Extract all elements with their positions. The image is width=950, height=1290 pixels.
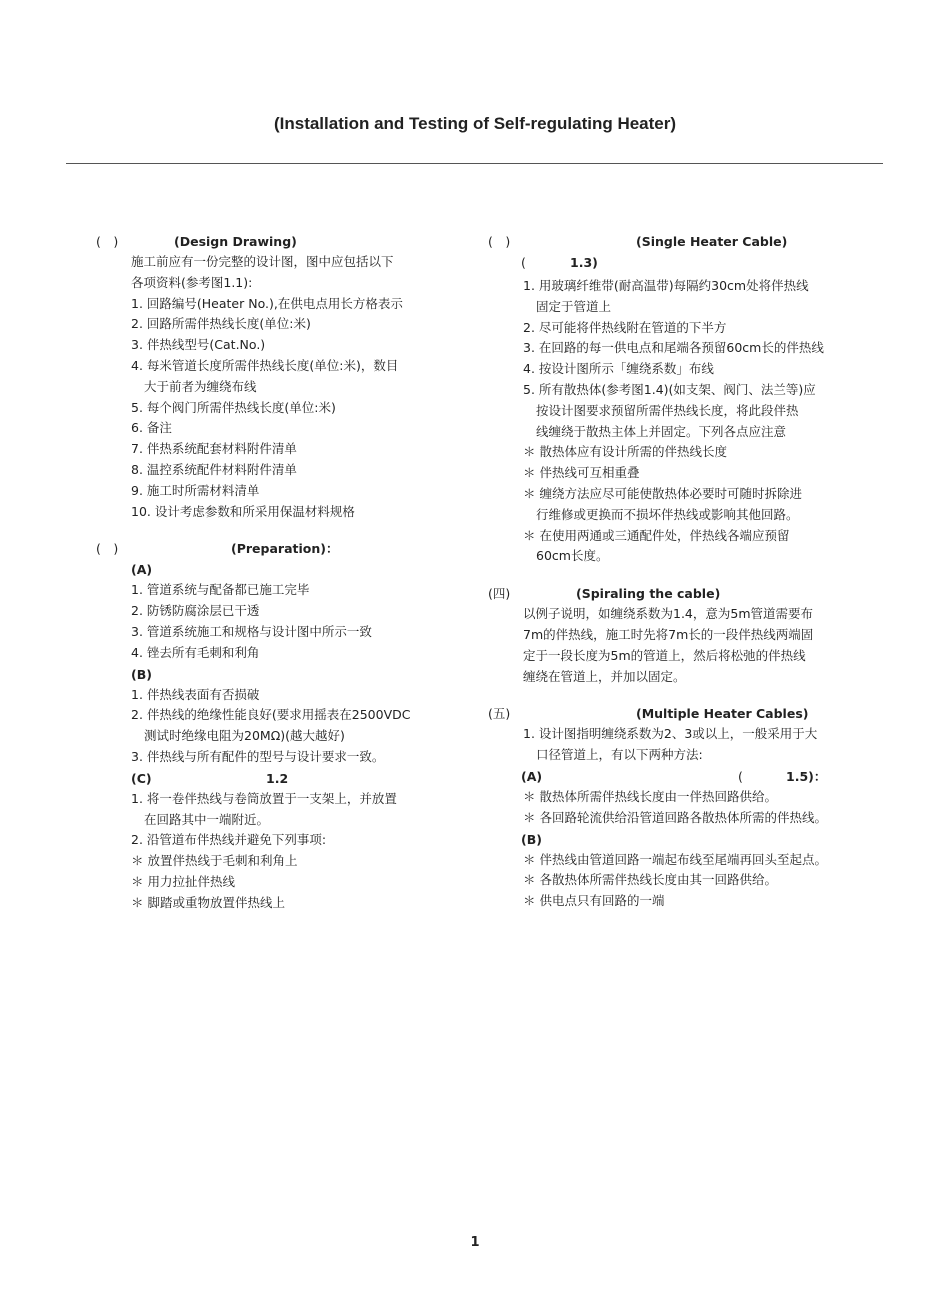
- section-title: (Preparation)：: [231, 541, 339, 557]
- list-item-continuation: 测试时绝缘电阻为20MΩ)(越大越好): [144, 728, 345, 744]
- list-item: 8. 温控系统配件材料附件清单: [131, 461, 297, 477]
- bullet-item: ＊ 伴热线可互相重叠: [523, 465, 640, 481]
- section-heading: [96, 539, 446, 559]
- section-title: (Design Drawing): [174, 234, 297, 249]
- list-item: 3. 管道系统施工和规格与设计图中所示一致: [131, 623, 372, 639]
- subsection-label: (A): [131, 562, 153, 578]
- list-item-continuation: 大于前者为缠绕布线: [144, 378, 257, 394]
- bullet-item-continuation: 行维修或更换而不损坏伴热线或影响其他回路。: [536, 506, 799, 522]
- bullet-item: ＊ 供电点只有回路的一端: [523, 893, 665, 909]
- list-item: 3. 伴热线与所有配件的型号与设计要求一致。: [131, 748, 385, 764]
- bullet-item: ＊ 脚踏或重物放置伴热线上: [131, 894, 285, 910]
- list-item: 1. 管道系统与配备都已施工完毕: [131, 582, 310, 598]
- subsection-label: (C): [131, 770, 152, 786]
- section-title: (Single Heater Cable): [636, 234, 788, 249]
- figure-reference: 1.2: [266, 770, 289, 786]
- figure-reference-open: (: [738, 768, 743, 784]
- section-design-drawing: [96, 232, 446, 522]
- section-body: [523, 724, 858, 912]
- figure-reference: 1.3): [570, 255, 598, 270]
- list-item: 4. 锉去所有毛刺和利角: [131, 644, 260, 660]
- subsection-label: (A): [521, 768, 543, 784]
- text-line: 以例子说明，如缠绕系数为1.4，意为5m管道需要布: [523, 606, 814, 622]
- section-body: [523, 604, 858, 687]
- section-title: (Multiple Heater Cables): [636, 706, 809, 722]
- list-item: 5. 所有散热体(参考图1.4)(如支架、阀门、法兰等)应: [523, 381, 816, 397]
- text-line: 缠绕在管道上，并加以固定。: [523, 668, 686, 684]
- section-heading: [488, 584, 858, 604]
- section-heading: [488, 232, 858, 252]
- section-number: (五): [488, 706, 511, 722]
- list-item: 10. 设计考虑参数和所采用保温材料规格: [131, 503, 355, 519]
- list-item: 2. 伴热线的绝缘性能良好(要求用摇表在2500VDC: [131, 707, 411, 723]
- section-preparation: [96, 539, 446, 913]
- bullet-item: ＊ 缠绕方法应尽可能使散热体必要时可随时拆除进: [523, 485, 802, 501]
- list-item: 1. 回路编号(Heater No.),在供电点用长方格表示: [131, 295, 403, 311]
- header-divider: [66, 163, 883, 164]
- list-item: 1. 设计图指明缠绕系数为2、3或以上，一般采用于大: [523, 726, 818, 742]
- section-spiraling-the-cable: [488, 584, 858, 687]
- list-item-continuation: 线缠绕于散热主体上并固定。下列各点应注意: [536, 423, 787, 439]
- list-item: 1. 伴热线表面有否损破: [131, 686, 260, 702]
- bullet-item-continuation: 60cm长度。: [536, 548, 609, 564]
- figure-reference-open: (: [521, 255, 526, 270]
- right-column: [488, 232, 858, 929]
- figure-reference-line: [521, 252, 858, 276]
- list-item-continuation: 在回路其中一端附近。: [144, 811, 270, 827]
- bullet-item: ＊ 散热体所需伴热线长度由一伴热回路供给。: [523, 788, 777, 804]
- bullet-item: ＊ 在使用两通或三通配件处，伴热线各端应预留: [523, 527, 790, 543]
- page-title: (Installation and Testing of Self-regulating Heater): [273, 114, 677, 133]
- text-line: 各项资料(参考图1.1):: [131, 274, 253, 290]
- list-item-continuation: 按设计图要求预留所需伴热线长度，将此段伴热: [536, 402, 799, 418]
- section-single-heater-cable: [488, 232, 858, 567]
- text-line: 施工前应有一份完整的设计图，图中应包括以下: [131, 254, 394, 269]
- subsection-heading: [131, 768, 446, 789]
- list-item: 3. 在回路的每一供电点和尾端各预留60cm长的伴热线: [523, 340, 824, 356]
- section-body: [523, 276, 858, 567]
- section-heading: [96, 232, 446, 252]
- bullet-item: ＊ 各回路轮流供给沿管道回路各散热体所需的伴热线。: [523, 809, 827, 825]
- bullet-item: ＊ 伴热线由管道回路一端起布线至尾端再回头至起点。: [523, 851, 827, 867]
- bullet-item: ＊ 散热体应有设计所需的伴热线长度: [523, 444, 727, 460]
- bullet-item: ＊ 放置伴热线于毛刺和利角上: [131, 853, 298, 869]
- section-number: ( ): [96, 234, 119, 249]
- list-item: 5. 每个阀门所需伴热线长度(单位:米): [131, 399, 336, 415]
- subsection-heading: [521, 766, 858, 787]
- section-multiple-heater-cables: [488, 704, 858, 912]
- section-number: (四): [488, 586, 511, 602]
- list-item: 6. 备注: [131, 420, 172, 436]
- section-body: [131, 559, 446, 913]
- list-item: 4. 按设计图所示「缠绕系数」布线: [523, 361, 714, 377]
- bullet-item: ＊ 用力拉扯伴热线: [131, 873, 235, 889]
- subsection-label: (B): [521, 831, 542, 847]
- section-heading: [488, 704, 858, 724]
- section-body: [131, 252, 446, 522]
- subsection-label: (B): [131, 666, 152, 682]
- list-item: 2. 防锈防腐涂层已干透: [131, 603, 260, 619]
- bullet-item: ＊ 各散热体所需伴热线长度由其一回路供给。: [523, 872, 777, 888]
- section-number: ( ): [96, 541, 119, 557]
- text-line: 定于一段长度为5m的管道上，然后将松弛的伴热线: [523, 647, 806, 663]
- section-number: ( ): [488, 234, 511, 249]
- list-item: 7. 伴热系统配套材料附件清单: [131, 441, 297, 457]
- text-line: 7m的伴热线，施工时先将7m长的一段伴热线两端固: [523, 626, 814, 642]
- list-item: 9. 施工时所需材料清单: [131, 482, 260, 498]
- figure-reference: 1.5)：: [786, 768, 827, 784]
- list-item-continuation: 固定于管道上: [536, 298, 612, 314]
- list-item: 2. 回路所需伴热线长度(单位:米): [131, 316, 311, 332]
- list-item-continuation: 口径管道上，有以下两种方法:: [536, 747, 703, 763]
- list-item: 1. 用玻璃纤维带(耐高温带)每隔约30cm处将伴热线: [523, 278, 809, 293]
- left-column: [96, 232, 446, 931]
- list-item: 1. 将一卷伴热线与卷筒放置于一支架上，并放置: [131, 790, 397, 806]
- page-number: 1: [470, 1235, 480, 1250]
- list-item: 4. 每米管道长度所需伴热线长度(单位:米)，数目: [131, 357, 399, 373]
- list-item: 2. 尽可能将伴热线附在管道的下半方: [523, 319, 727, 335]
- section-title: (Spiraling the cable): [576, 586, 721, 602]
- list-item: 3. 伴热线型号(Cat.No.): [131, 337, 266, 353]
- list-item: 2. 沿管道布伴热线并避免下列事项:: [131, 832, 327, 848]
